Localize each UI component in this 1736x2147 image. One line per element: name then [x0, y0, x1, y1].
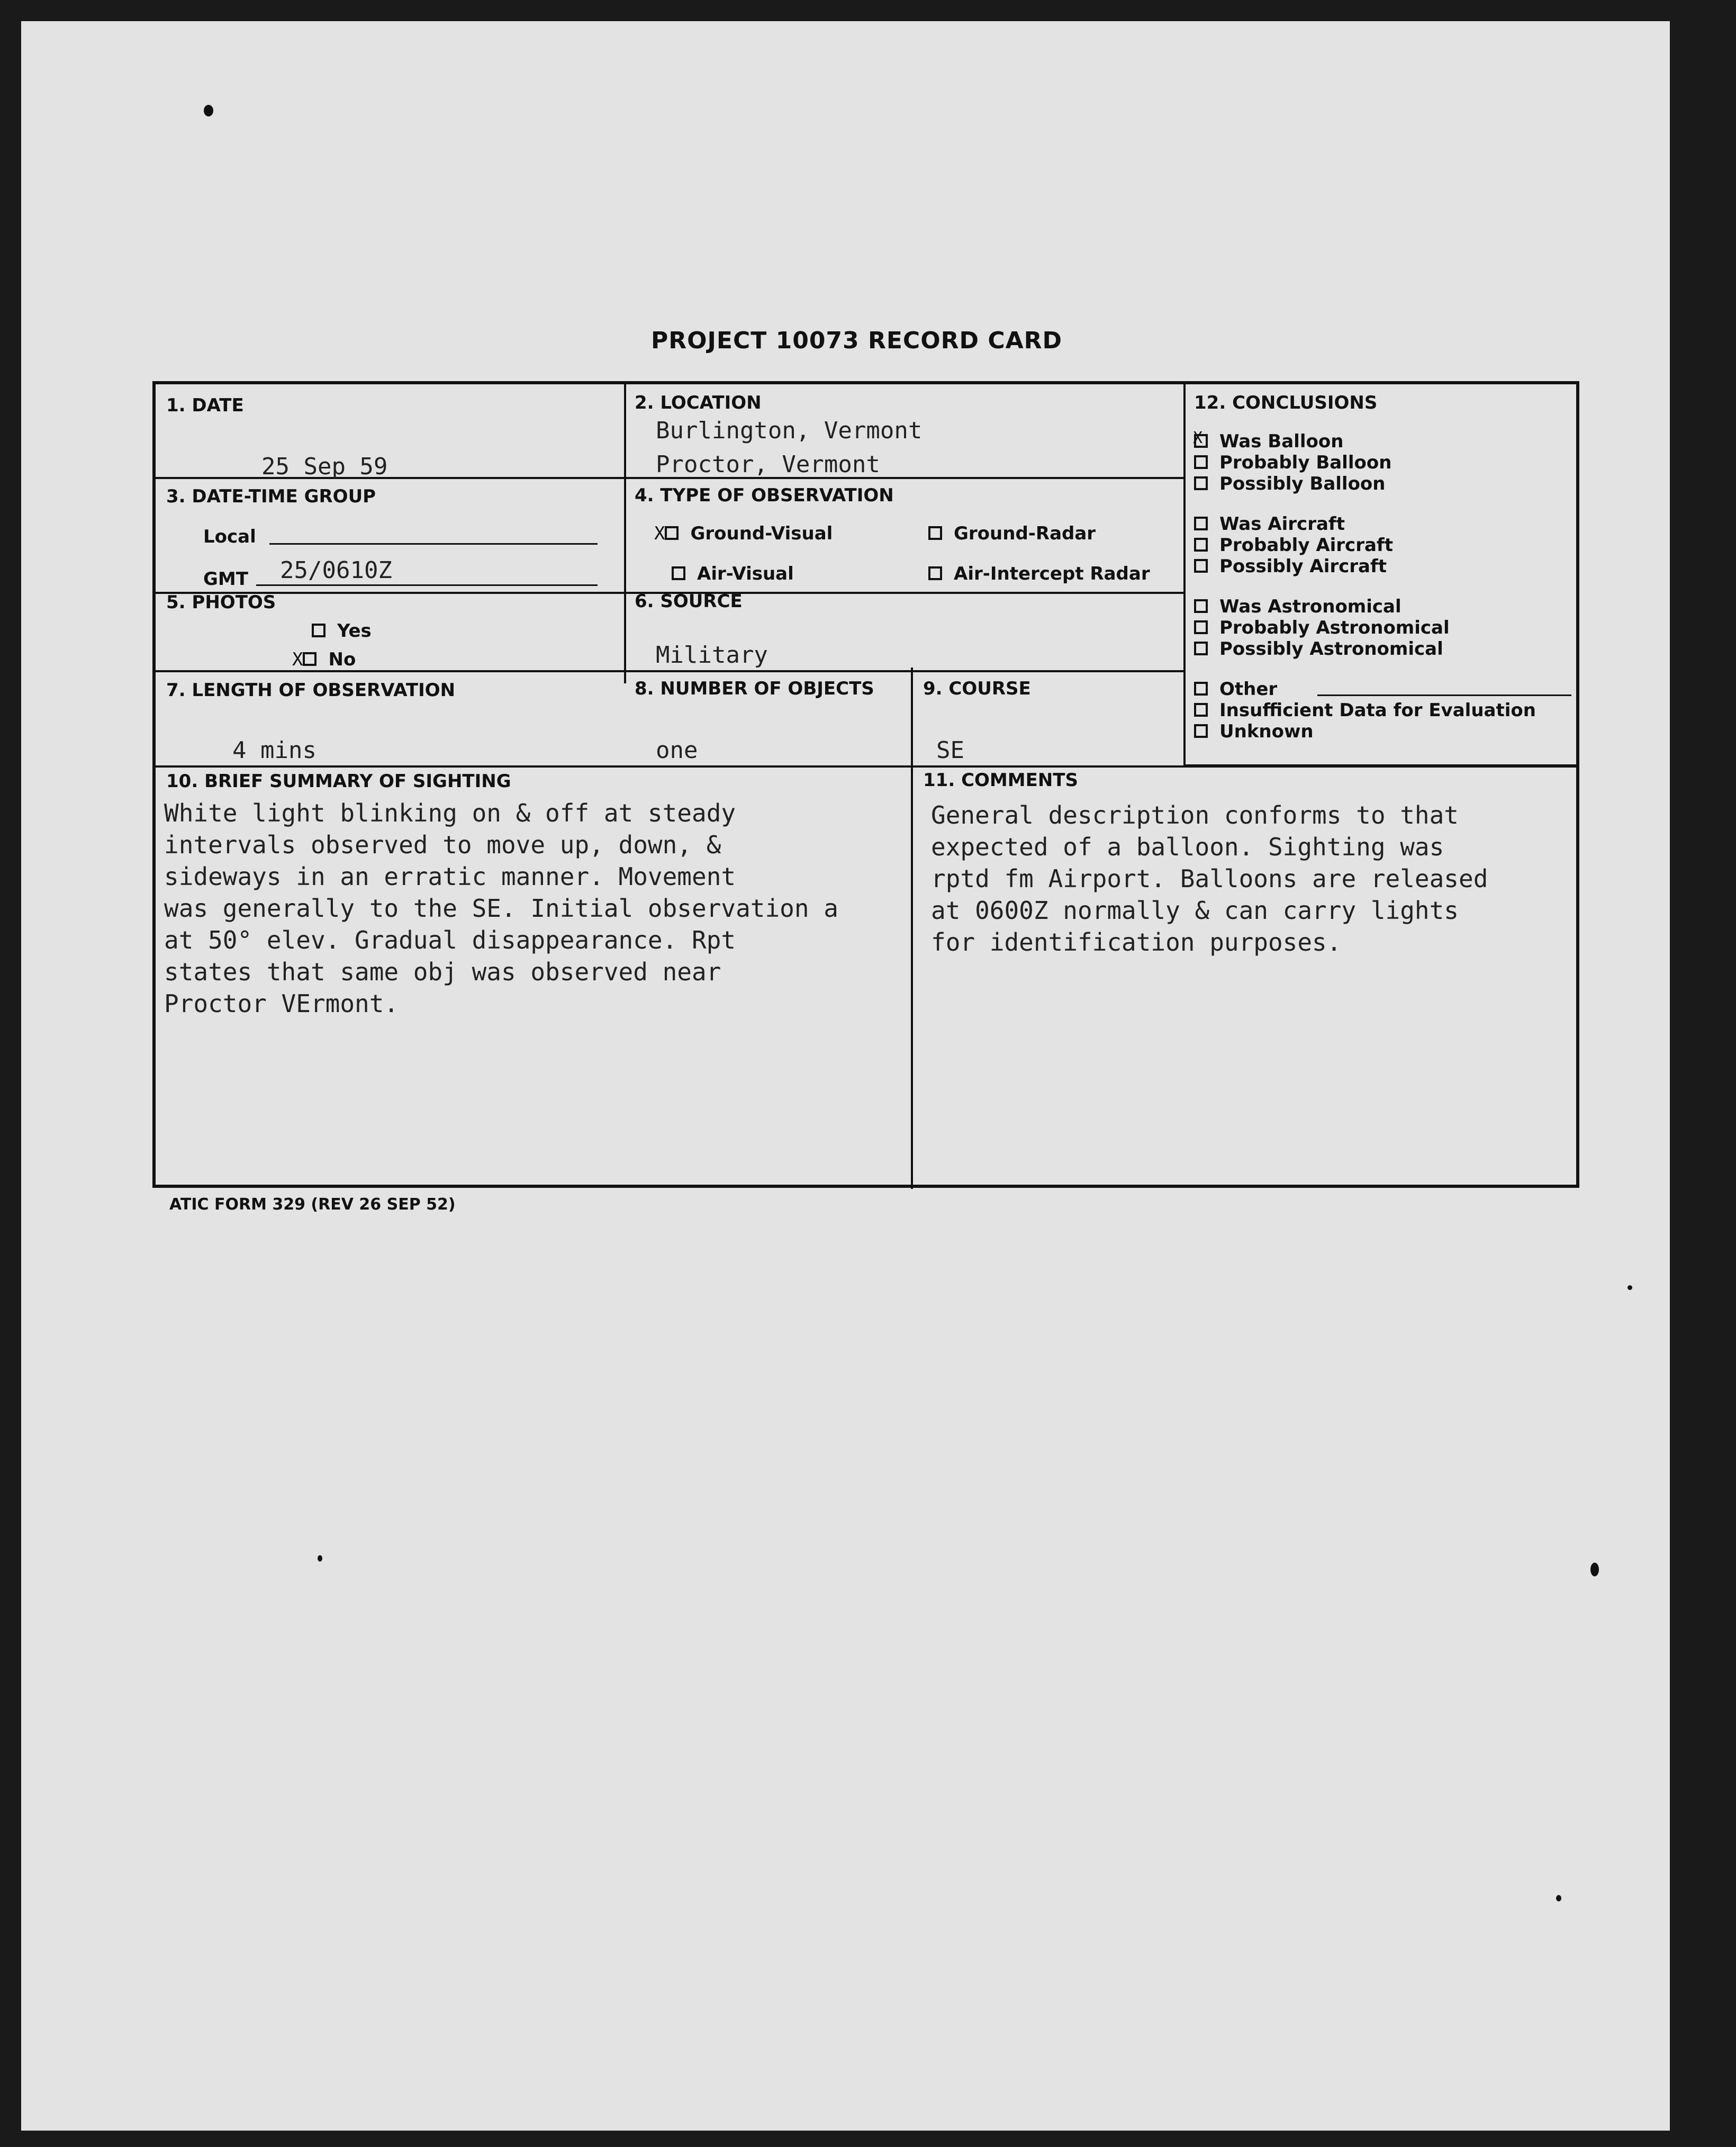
checkbox-icon [928, 526, 942, 540]
comments-line: rptd fm Airport. Balloons are released [931, 864, 1488, 893]
conclusion-probably-aircraft: Probably Aircraft [1194, 535, 1393, 556]
type-option-air-intercept-radar: Air-Intercept Radar [928, 563, 1150, 584]
summary-line: intervals observed to move up, down, & [164, 831, 721, 859]
checkbox-icon [672, 566, 685, 580]
checkbox-icon [1194, 476, 1208, 490]
form-number: ATIC FORM 329 (REV 26 SEP 52) [169, 1195, 456, 1214]
dtg-label: 3. DATE-TIME GROUP [166, 486, 376, 507]
photos-label: 5. PHOTOS [166, 592, 276, 613]
length-value: 4 mins [232, 737, 317, 764]
comments-line: General description conforms to that [931, 801, 1459, 829]
comments-label: 11. COMMENTS [923, 770, 1078, 791]
conclusion-was-balloon: X Was Balloon [1193, 428, 1344, 452]
summary-line: sideways in an erratic manner. Movement [164, 862, 736, 891]
summary-line: Proctor VErmont. [164, 989, 399, 1018]
comments-text [931, 799, 1488, 958]
checkbox-icon [312, 624, 326, 637]
comments-line: expected of a balloon. Sighting was [931, 833, 1444, 861]
course-label: 9. COURSE [923, 678, 1031, 699]
location-line-2: Proctor, Vermont [656, 451, 880, 478]
summary-line: states that same obj was observed near [164, 958, 721, 986]
conclusion-was-aircraft: Was Aircraft [1194, 513, 1345, 535]
speck [1590, 1563, 1599, 1576]
summary-line: White light blinking on & off at steady [164, 799, 736, 827]
summary-text [164, 797, 838, 1020]
record-card [152, 381, 1579, 1188]
source-value: Military [656, 642, 768, 669]
speck [204, 105, 213, 116]
conclusion-unknown: Unknown [1194, 721, 1314, 742]
card-title: PROJECT 10073 RECORD CARD [651, 327, 1063, 354]
checkbox-icon [1194, 599, 1208, 613]
date-value: 25 Sep 59 [261, 453, 388, 480]
objects-value: one [656, 737, 698, 764]
location-line-1: Burlington, Vermont [656, 417, 923, 444]
course-value: SE [936, 737, 964, 764]
checkbox-icon [1194, 642, 1208, 655]
photos-yes: Yes [312, 620, 372, 642]
conclusion-possibly-balloon: Possibly Balloon [1194, 473, 1386, 494]
type-option-ground-visual: X Ground-Visual [654, 523, 833, 544]
type-label: 4. TYPE OF OBSERVATION [635, 485, 894, 506]
speck [1628, 1285, 1632, 1290]
conclusion-probably-astronomical: Probably Astronomical [1194, 617, 1450, 638]
comments-line: for identification purposes. [931, 928, 1342, 957]
summary-line: at 50° elev. Gradual disappearance. Rpt [164, 926, 736, 954]
checkbox-icon [1194, 724, 1208, 738]
date-label: 1. DATE [166, 395, 244, 416]
conclusion-other: Other [1194, 679, 1277, 700]
checkbox-icon [1194, 455, 1208, 469]
dtg-gmt-value: 25/0610Z [280, 557, 392, 584]
conclusion-possibly-astronomical: Possibly Astronomical [1194, 638, 1443, 660]
conclusion-possibly-aircraft: Possibly Aircraft [1194, 556, 1387, 577]
checkbox-icon [665, 526, 679, 540]
checkbox-icon [928, 566, 942, 580]
conclusion-was-astronomical: Was Astronomical [1194, 596, 1402, 617]
conclusion-insufficient-data: Insufficient Data for Evaluation [1194, 700, 1536, 721]
checkbox-icon [1194, 620, 1208, 634]
speck [318, 1555, 322, 1562]
photos-no: X No [292, 649, 356, 670]
checkbox-checked-icon: X [1194, 434, 1208, 448]
checkbox-icon [1194, 682, 1208, 696]
checkbox-icon [1194, 538, 1208, 552]
source-label: 6. SOURCE [635, 591, 743, 612]
objects-label: 8. NUMBER OF OBJECTS [635, 678, 874, 699]
speck [1556, 1895, 1561, 1901]
summary-line: was generally to the SE. Initial observation a [164, 894, 838, 923]
summary-label: 10. BRIEF SUMMARY OF SIGHTING [166, 771, 511, 792]
length-label: 7. LENGTH OF OBSERVATION [166, 680, 456, 701]
type-option-air-visual: Air-Visual [672, 563, 794, 584]
checkbox-icon [1194, 703, 1208, 717]
checkbox-icon [303, 652, 317, 666]
dtg-local-label: Local [203, 526, 256, 547]
checkbox-icon [1194, 517, 1208, 530]
dtg-gmt-label: GMT [203, 569, 248, 590]
conclusions-label: 12. CONCLUSIONS [1194, 392, 1378, 413]
comments-line: at 0600Z normally & can carry lights [931, 896, 1459, 925]
conclusion-probably-balloon: Probably Balloon [1194, 452, 1391, 473]
location-label: 2. LOCATION [635, 392, 762, 413]
checkbox-icon [1194, 559, 1208, 573]
type-option-ground-radar: Ground-Radar [928, 523, 1096, 544]
